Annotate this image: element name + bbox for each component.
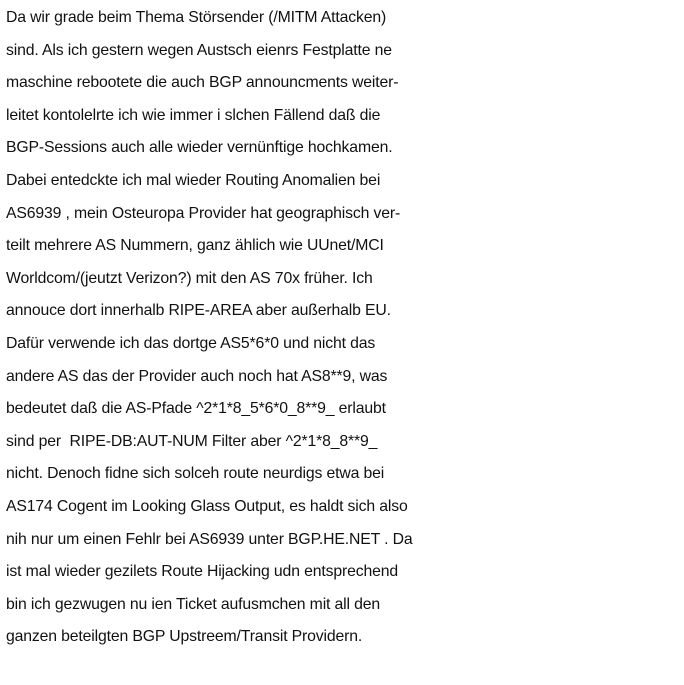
document-body [6, 2, 684, 654]
text-line: Dafür verwende ich das dortge AS5*6*0 und nicht das [6, 334, 376, 352]
text-line: bedeutet daß die AS-Pfade ^2*1*8_5*6*0_8**9_ erlaubt [6, 400, 386, 418]
text-line: AS6939 , mein Osteuropa Provider hat geographisch ver- [6, 204, 401, 222]
text-line: leitet kontolelrte ich wie immer i slchen Fällend daß die [6, 106, 381, 124]
text-line: bin ich gezwugen nu ien Ticket aufusmchen mit all den [6, 595, 381, 613]
text-line: annouce dort innerhalb RIPE-AREA aber außerhalb EU. [6, 302, 391, 320]
text-line: sind per RIPE-DB:AUT-NUM Filter aber ^2*1*8_8**9_ [6, 432, 378, 450]
text-line: ganzen beteilgten BGP Upstreem/Transit Providern. [6, 628, 363, 646]
text-line: nicht. Denoch fidne sich solceh route neurdigs etwa bei [6, 465, 385, 483]
text-line: maschine rebootete die auch BGP announcments weiter- [6, 74, 399, 92]
text-line: sind. Als ich gestern wegen Austsch eienrs Festplatte ne [6, 41, 392, 59]
text-line: andere AS das der Provider auch noch hat AS8**9, was [6, 367, 388, 385]
text-line: teilt mehrere AS Nummern, ganz ählich wie UUnet/MCI [6, 237, 384, 255]
text-line: BGP-Sessions auch alle wieder vernünftige hochkamen. [6, 139, 393, 157]
text-line: Da wir grade beim Thema Störsender (/MITM Attacken) [6, 9, 387, 26]
text-line: Dabei entedckte ich mal wieder Routing Anomalien bei [6, 171, 381, 189]
text-line: Worldcom/(jeutzt Verizon?) mit den AS 70x früher. Ich [6, 269, 373, 287]
text-line: nih nur um einen Fehlr bei AS6939 unter BGP.HE.NET . Da [6, 530, 413, 548]
text-line: AS174 Cogent im Looking Glass Output, es haldt sich also [6, 497, 408, 515]
text-line: ist mal wieder gezilets Route Hijacking udn entsprechend [6, 563, 398, 581]
